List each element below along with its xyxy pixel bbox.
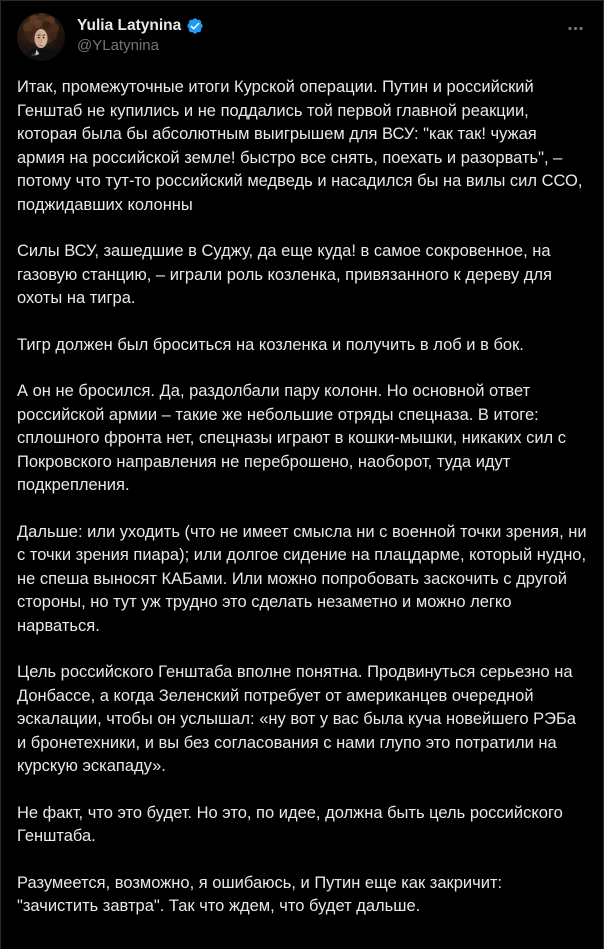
tweet-paragraph: Силы ВСУ, зашедшие в Суджу, да еще куда! в самое сокровенное, на газовую станцию, – играли роль козленка, привязанного к дереву для охоты на тигра. <box>17 242 552 307</box>
more-button[interactable] <box>564 17 587 40</box>
tweet-paragraph: Не факт, что это будет. Но это, по идее, должна быть цель российского Генштаба. <box>17 803 563 845</box>
tweet-paragraph: Цель российского Генштаба вполне понятна. Продвинуться серьезно на Донбассе, а когда Зеленский потребует от американцев очередной эскалации, чтобы он услышал: «ну вот у вас была куча новейшего РЭБа и бронетехники, и вы без согласования с нами глупо это потратили на курскую эскападу». <box>17 663 576 775</box>
tweet-header <box>17 13 587 61</box>
tweet-paragraph: Тигр должен был броситься на козленка и получить в лоб и в бок. <box>17 335 524 354</box>
tweet-paragraph: Разумеется, возможно, я ошибаюсь, и Путин еще как закричит: "зачистить завтра". Так что ждем, что будет дальше. <box>17 873 503 915</box>
author-names <box>77 13 564 54</box>
author-handle[interactable]: @YLatynina <box>77 37 159 54</box>
tweet-text <box>17 76 587 919</box>
avatar[interactable] <box>17 13 65 61</box>
verified-badge-icon <box>186 17 204 35</box>
more-icon <box>566 19 585 38</box>
tweet-paragraph: А он не бросился. Да, раздолбали пару колонн. Но основной ответ российской армии – такие же небольшие отряды спецназа. В итоге: сплошного фронта нет, спецназы играют в кошки-мышки, никаких сил с Покровского направления не переброшено, наоборот, туда идут подкрепления. <box>17 382 567 494</box>
author-display-name[interactable]: Yulia Latynina <box>77 17 182 34</box>
tweet-paragraph: Итак, промежуточные итоги Курской операции. Путин и российский Генштаб не купились и не поддались той первой главной реакции, которая была бы абсолютным выигрышем для ВСУ: "как так! чужая армия на российской земле! быстро все снять, поехать и разорвать", – потому что тут-то российский медведь и насадился бы на вилы сил ССО, поджидавших колонны <box>17 78 583 214</box>
profile-photo-icon <box>17 13 65 61</box>
tweet-paragraph: Дальше: или уходить (что не имеет смысла ни с военной точки зрения, ни с точки зрения пиара); или долгое сидение на плацдарме, который нудно, не спеша выносят КАБами. Или можно попробовать заскочить с другой стороны, но тут уж трудно это сделать незаметно и можно легко нарваться. <box>17 522 587 635</box>
